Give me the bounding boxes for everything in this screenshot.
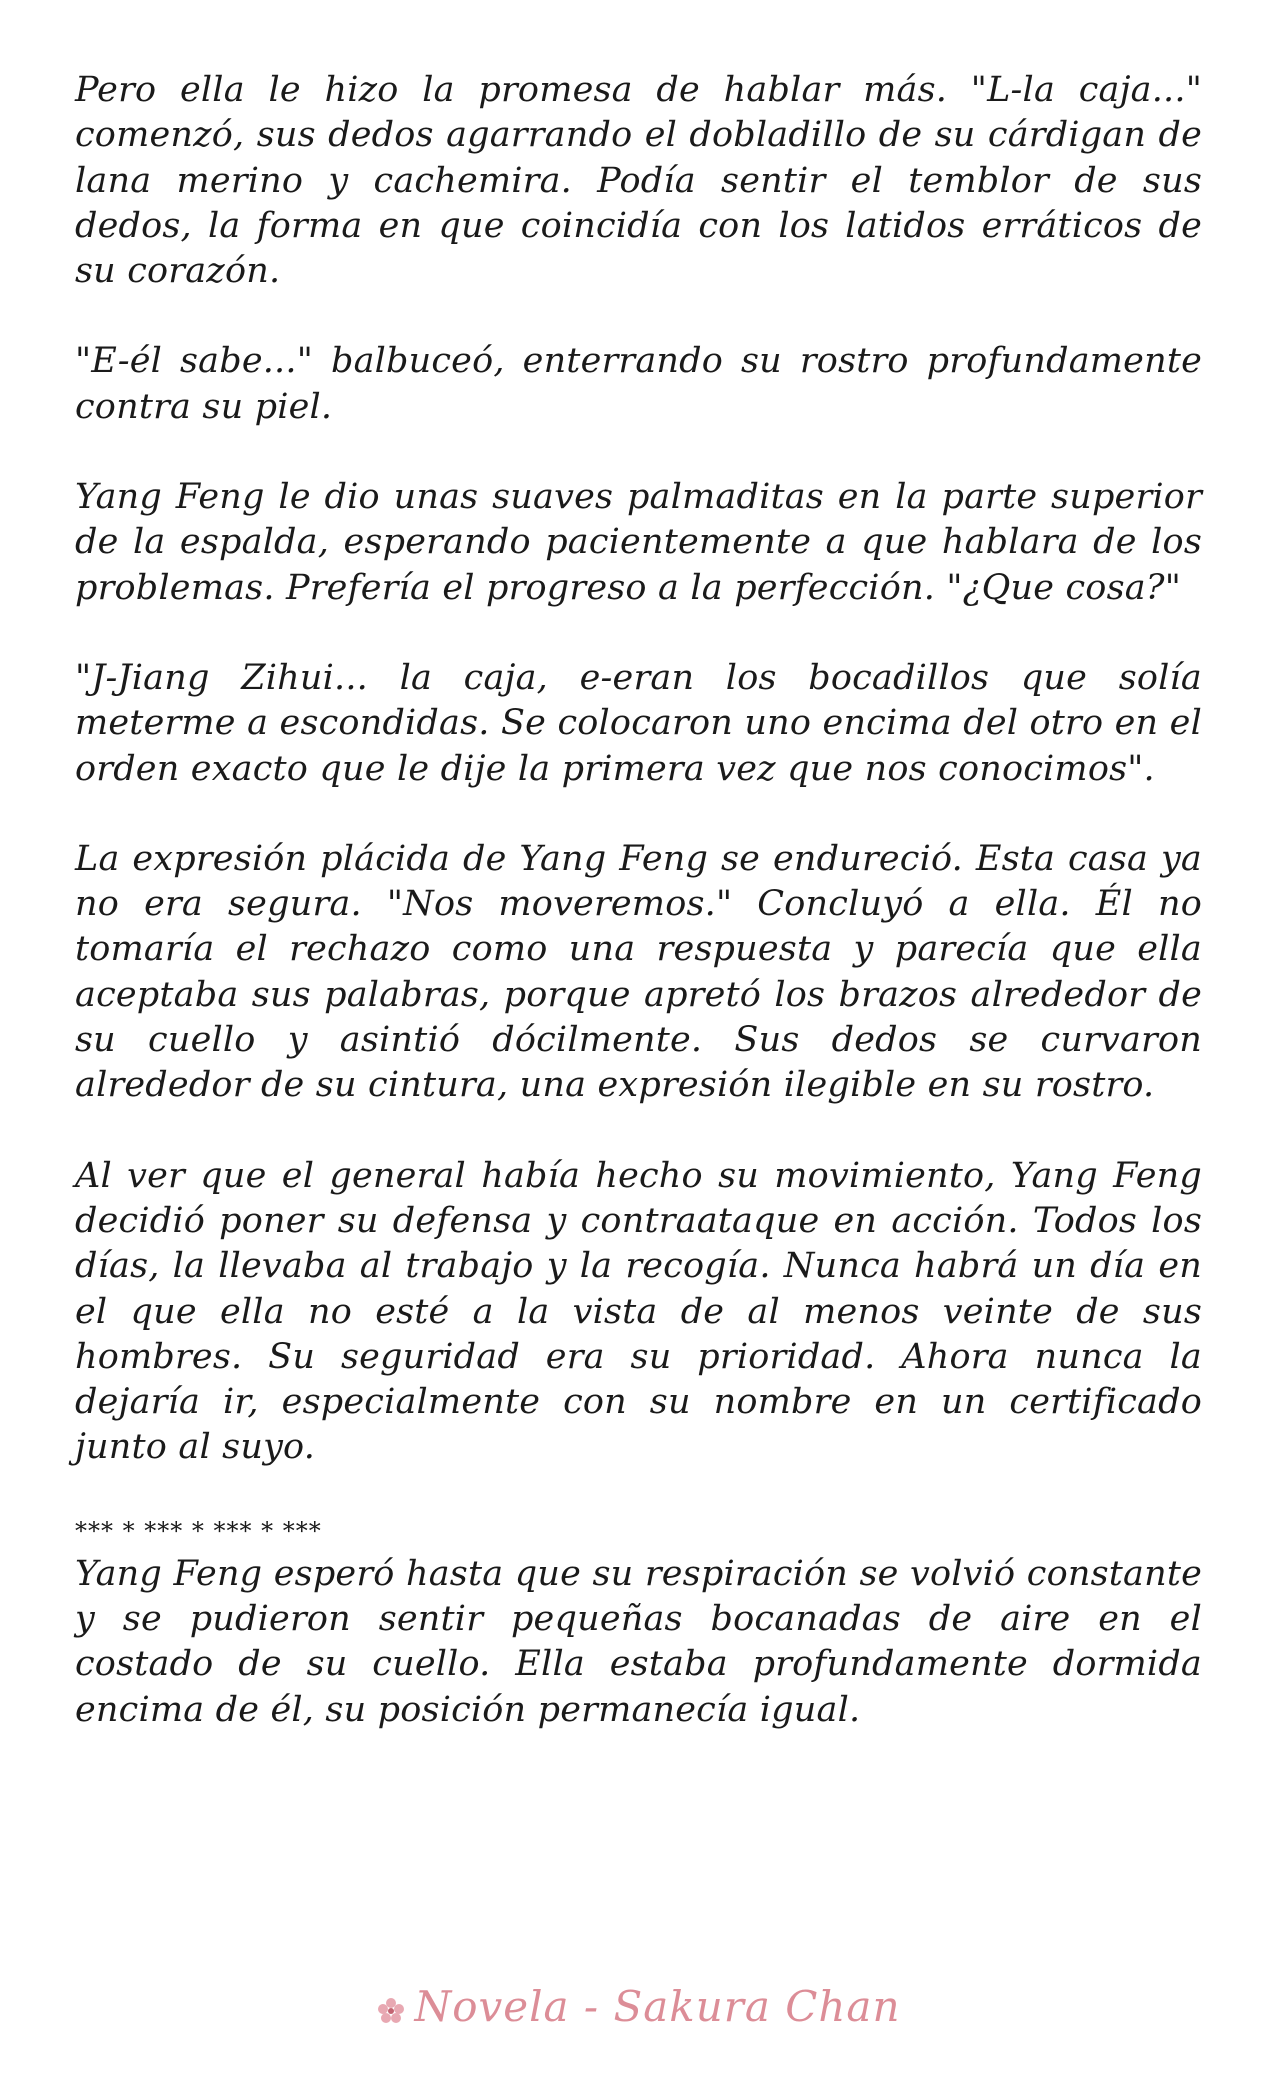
paragraph: Pero ella le hizo la promesa de hablar más. "L-la caja..." comenzó, sus dedos agarrando el dobladillo de su cárdigan de lana merino y cachemira. Podía sentir el temblor de sus dedos, la forma en que coincidía con los latidos erráticos de su corazón. bbox=[75, 70, 1202, 292]
paragraph: "E-él sabe..." balbuceó, enterrando su rostro profundamente contra su piel. bbox=[75, 341, 1202, 427]
paragraph: La expresión plácida de Yang Feng se endureció. Esta casa ya no era segura. "Nos moveremos." Concluyó a ella. Él no tomaría el rechazo como una respuesta y parecía que ella aceptaba sus palabras, porque apretó los brazos alrededor de su cuello y asintió dócilmente. Sus dedos se curvaron alrededor de su cintura, una expresión ilegible en su rostro. bbox=[75, 838, 1202, 1106]
paragraph: "J-Jiang Zihui... la caja, e-eran los bocadillos que solía meterme a escondidas. Se colocaron uno encima del otro en el orden exacto que le dije la primera vez que nos conocimos". bbox=[75, 657, 1202, 789]
paragraph: Al ver que el general había hecho su movimiento, Yang Feng decidió poner su defensa y contraataque en acción. Todos los días, la llevaba al trabajo y la recogía. Nunca habrá un día en el que ella no esté a la vista de al menos veinte de sus hombres. Su seguridad era su prioridad. Ahora nunca la dejaría ir, especialmente con su nombre en un certificado junto al suyo. bbox=[75, 1155, 1202, 1468]
paragraph: Yang Feng le dio unas suaves palmaditas en la parte superior de la espalda, esperando pacientemente a que hablara de los problemas. Prefería el progreso a la perfección. "¿Que cosa?" bbox=[75, 477, 1202, 608]
paragraph: Yang Feng esperó hasta que su respiración se volvió constante y se pudieron sentir pequeñas bocanadas de aire en el costado de su cuello. Ella estaba profundamente dormida encima de él, su posición permanecía igual. bbox=[75, 1553, 1202, 1730]
watermark-text: Novela - Sakura Chan bbox=[414, 1982, 901, 2031]
sakura-blossom-icon bbox=[374, 1995, 408, 2025]
watermark bbox=[0, 1982, 1275, 2031]
scene-separator: *** * *** * *** * *** bbox=[75, 1516, 322, 1545]
chapter-text bbox=[75, 68, 1202, 1778]
